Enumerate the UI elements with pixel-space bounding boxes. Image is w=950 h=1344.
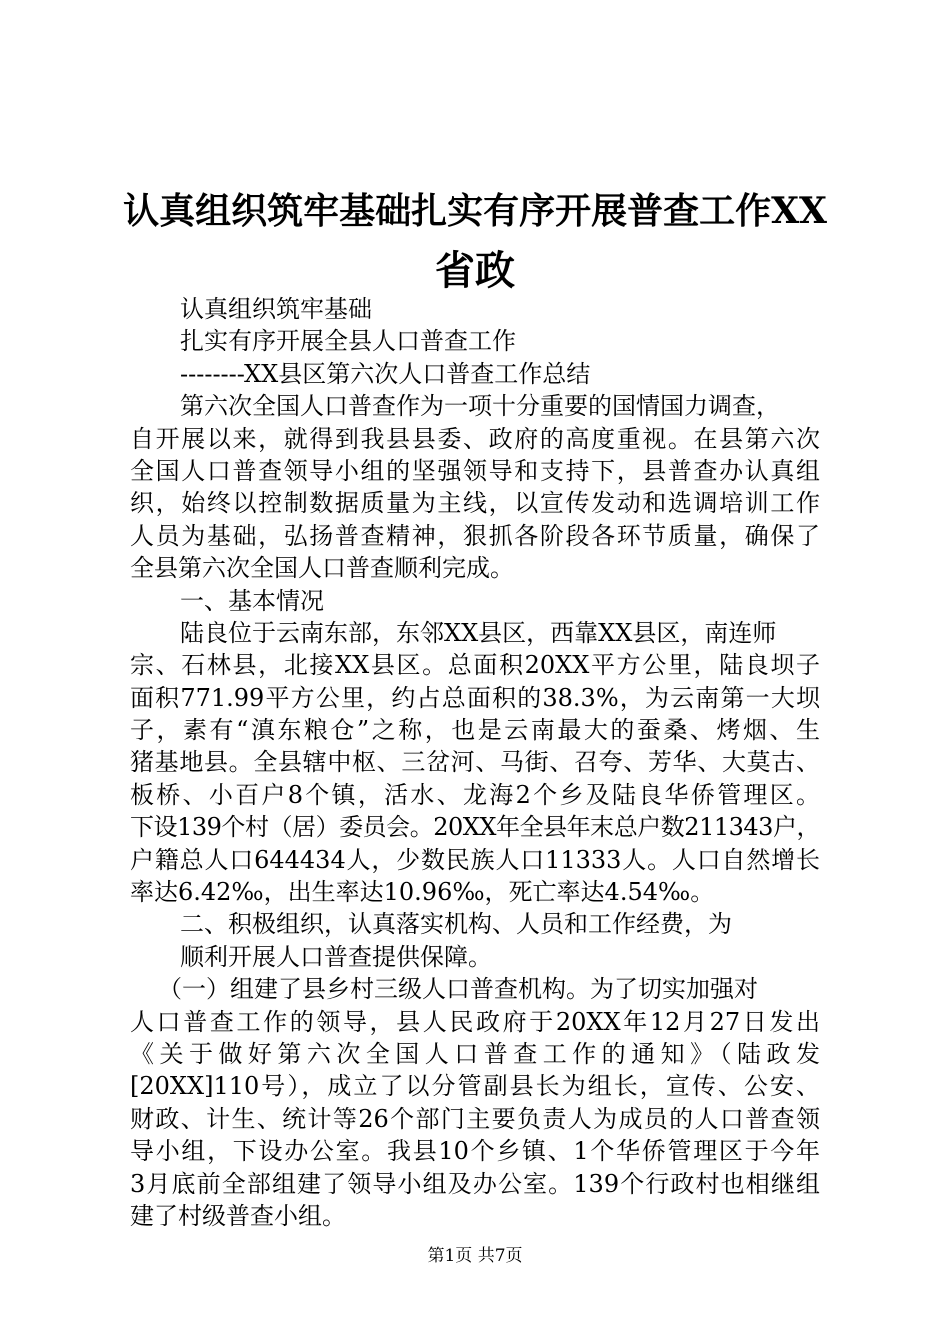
document-body <box>130 293 820 1232</box>
paragraph-line: 猪基地县。全县辖中枢、三岔河、马街、召夸、芳华、大莫古、 <box>130 748 820 777</box>
paragraph-line: 板桥、小百户8个镇，活水、龙海2个乡及陆良华侨管理区。 <box>130 780 820 809</box>
paragraph-line: 第六次全国人口普查作为一项十分重要的国情国力调查， <box>180 392 780 421</box>
document-title-line-2: 省政 <box>435 247 515 294</box>
subtitle-line: --------XX县区第六次人口普查工作总结 <box>180 359 591 388</box>
paragraph-line: 人员为基础，弘扬普查精神，狠抓各阶段各环节质量，确保了 <box>130 521 820 550</box>
page-footer: 第1页 共7页 <box>427 1246 523 1266</box>
paragraph-line: 下设139个村（居）委员会。20XX年全县年末总户数211343户， <box>130 813 820 842</box>
paragraph-line: 面积771.99平方公里，约占总面积的38.3%，为云南第一大坝 <box>130 683 820 712</box>
paragraph-line: 户籍总人口644434人，少数民族人口11333人。人口自然增长 <box>130 845 820 874</box>
paragraph-line: 财政、计生、统计等26个部门主要负责人为成员的人口普查领 <box>130 1104 820 1133</box>
paragraph-line: 导小组，下设办公室。我县10个乡镇、1个华侨管理区于今年 <box>130 1137 820 1166</box>
paragraph-line: 自开展以来，就得到我县县委、政府的高度重视。在县第六次 <box>130 424 820 453</box>
section-heading: 二、积极组织，认真落实机构、人员和工作经费，为 <box>180 910 732 939</box>
paragraph-line: 《关于做好第六次全国人口普查工作的通知》（陆政发 <box>130 1039 820 1068</box>
paragraph-line: 织，始终以控制数据质量为主线，以宣传发动和选调培训工作 <box>130 489 820 518</box>
paragraph-line: 建了村级普查小组。 <box>130 1201 346 1230</box>
paragraph-line: [20XX]110号），成立了以分管副县长为组长，宣传、公安、 <box>130 1072 820 1101</box>
paragraph-line: 3月底前全部组建了领导小组及办公室。139个行政村也相继组 <box>130 1169 820 1198</box>
paragraph-line: 人口普查工作的领导，县人民政府于20XX年12月27日发出 <box>130 1007 820 1036</box>
paragraph-line: 宗、石林县，北接XX县区。总面积20XX平方公里，陆良坝子 <box>130 651 820 680</box>
paragraph-line: 全县第六次全国人口普查顺利完成。 <box>130 554 514 583</box>
paragraph-line: 全国人口普查领导小组的坚强领导和支持下，县普查办认真组 <box>130 456 820 485</box>
document-title-line-1: 认真组织筑牢基础扎实有序开展普查工作XX <box>123 190 827 232</box>
subtitle-line: 认真组织筑牢基础 <box>180 295 372 323</box>
section-heading: 顺利开展人口普查提供保障。 <box>180 942 492 971</box>
section-heading: 一、基本情况 <box>180 586 324 615</box>
subtitle-line: 扎实有序开展全县人口普查工作 <box>180 327 516 356</box>
paragraph-line: （一）组建了县乡村三级人口普查机构。为了切实加强对 <box>158 975 758 1004</box>
paragraph-line: 率达6.42‰，出生率达10.96‰，死亡率达4.54‰。 <box>130 878 715 907</box>
paragraph-line: 子，素有“滇东粮仓”之称，也是云南最大的蚕桑、烤烟、生 <box>130 716 820 745</box>
paragraph-line: 陆良位于云南东部，东邻XX县区，西靠XX县区，南连师 <box>180 618 777 647</box>
